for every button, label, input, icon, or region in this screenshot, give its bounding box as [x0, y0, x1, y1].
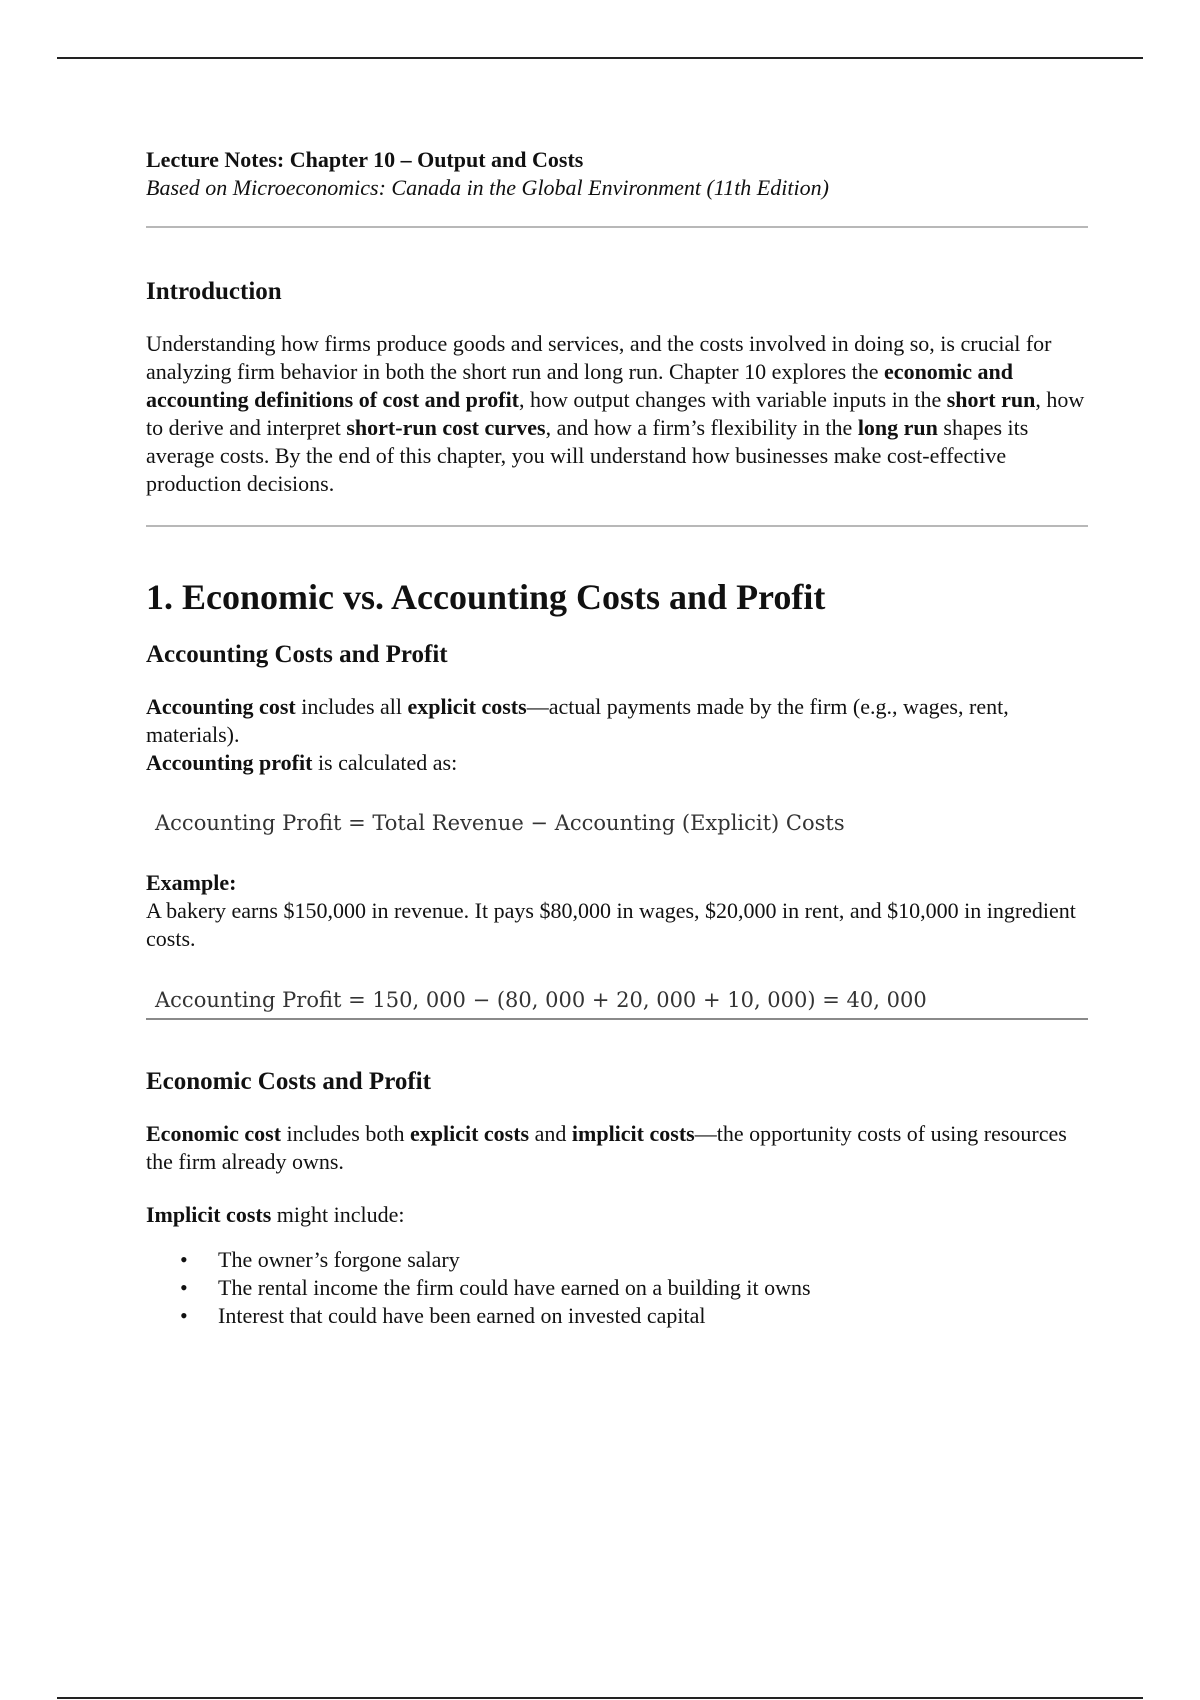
text-run: includes both	[281, 1121, 410, 1146]
bold-term: implicit costs	[571, 1121, 695, 1146]
example-text: A bakery earns $150,000 in revenue. It pays $80,000 in wages, $20,000 in rent, and $10,000 in ingredient costs.	[146, 898, 1076, 951]
text-run: , and how a firm’s flexibility in the	[545, 415, 858, 440]
text-run: includes all	[295, 694, 408, 719]
divider	[146, 525, 1088, 527]
list-item: • The owner’s forgone salary	[146, 1246, 1088, 1274]
implicit-costs-intro	[146, 1201, 1088, 1229]
economic-cost-definition	[146, 1120, 1088, 1176]
list-item: • The rental income the firm could have earned on a building it owns	[146, 1274, 1088, 1302]
accounting-heading: Accounting Costs and Profit	[146, 641, 448, 668]
document-title: Lecture Notes: Chapter 10 – Output and Costs	[146, 147, 584, 172]
divider	[146, 226, 1088, 228]
text-run: and	[529, 1121, 572, 1146]
example-formula-box	[146, 986, 1088, 1020]
page-top-rule	[57, 57, 1143, 59]
text-run: , how to derive and interpret	[146, 387, 1085, 440]
accounting-profit-formula: Accounting Profit = Total Revenue − Accounting (Explicit) Costs	[155, 811, 845, 835]
example-formula: Accounting Profit = 150, 000 − (80, 000 + 20, 000 + 10, 000) = 40, 000	[155, 988, 927, 1012]
list-item: • Interest that could have been earned on invested capital	[146, 1302, 1088, 1330]
bold-term: Accounting profit	[146, 750, 313, 775]
accounting-profit-definition	[146, 749, 1088, 777]
text-run: Understanding how firms produce goods and services, and the costs involved in doing so, is crucial for analyzing firm behavior in both the short run and long run. Chapter 10 explores the	[146, 331, 1052, 384]
bold-term: short-run cost curves	[346, 415, 546, 440]
bold-term: long run	[857, 415, 938, 440]
bold-term: Accounting cost	[146, 694, 296, 719]
text-run: might include:	[271, 1202, 405, 1227]
bold-term: Economic cost	[146, 1121, 282, 1146]
bold-term: explicit costs	[409, 1121, 530, 1146]
document-subtitle: Based on Microeconomics: Canada in the Global Environment (11th Edition)	[146, 175, 829, 200]
implicit-costs-list	[146, 1246, 1088, 1330]
accounting-cost-definition	[146, 693, 1088, 749]
intro-paragraph	[146, 330, 1088, 498]
text-run: —actual payments made by the firm (e.g., wages, rent, materials).	[146, 694, 1009, 747]
page-bottom-rule	[57, 1697, 1143, 1699]
bold-term: explicit costs	[407, 694, 527, 719]
text-run: , how output changes with variable inputs in the	[519, 387, 947, 412]
intro-heading: Introduction	[146, 278, 282, 305]
text-run: is calculated as:	[312, 750, 458, 775]
text-run: —the opportunity costs of using resources the firm already owns.	[146, 1121, 1067, 1174]
example-label: Example:	[146, 870, 237, 895]
document-body	[146, 146, 1088, 1330]
bold-term: Implicit costs	[146, 1202, 272, 1227]
economic-heading: Economic Costs and Profit	[146, 1068, 431, 1095]
bold-term: economic and accounting definitions of cost and profit	[146, 359, 1013, 412]
text-run: shapes its average costs. By the end of this chapter, you will understand how businesses make cost-effective production decisions.	[146, 415, 1029, 496]
section-1-heading: 1. Economic vs. Accounting Costs and Profit	[146, 577, 826, 617]
bold-term: short run	[946, 387, 1036, 412]
